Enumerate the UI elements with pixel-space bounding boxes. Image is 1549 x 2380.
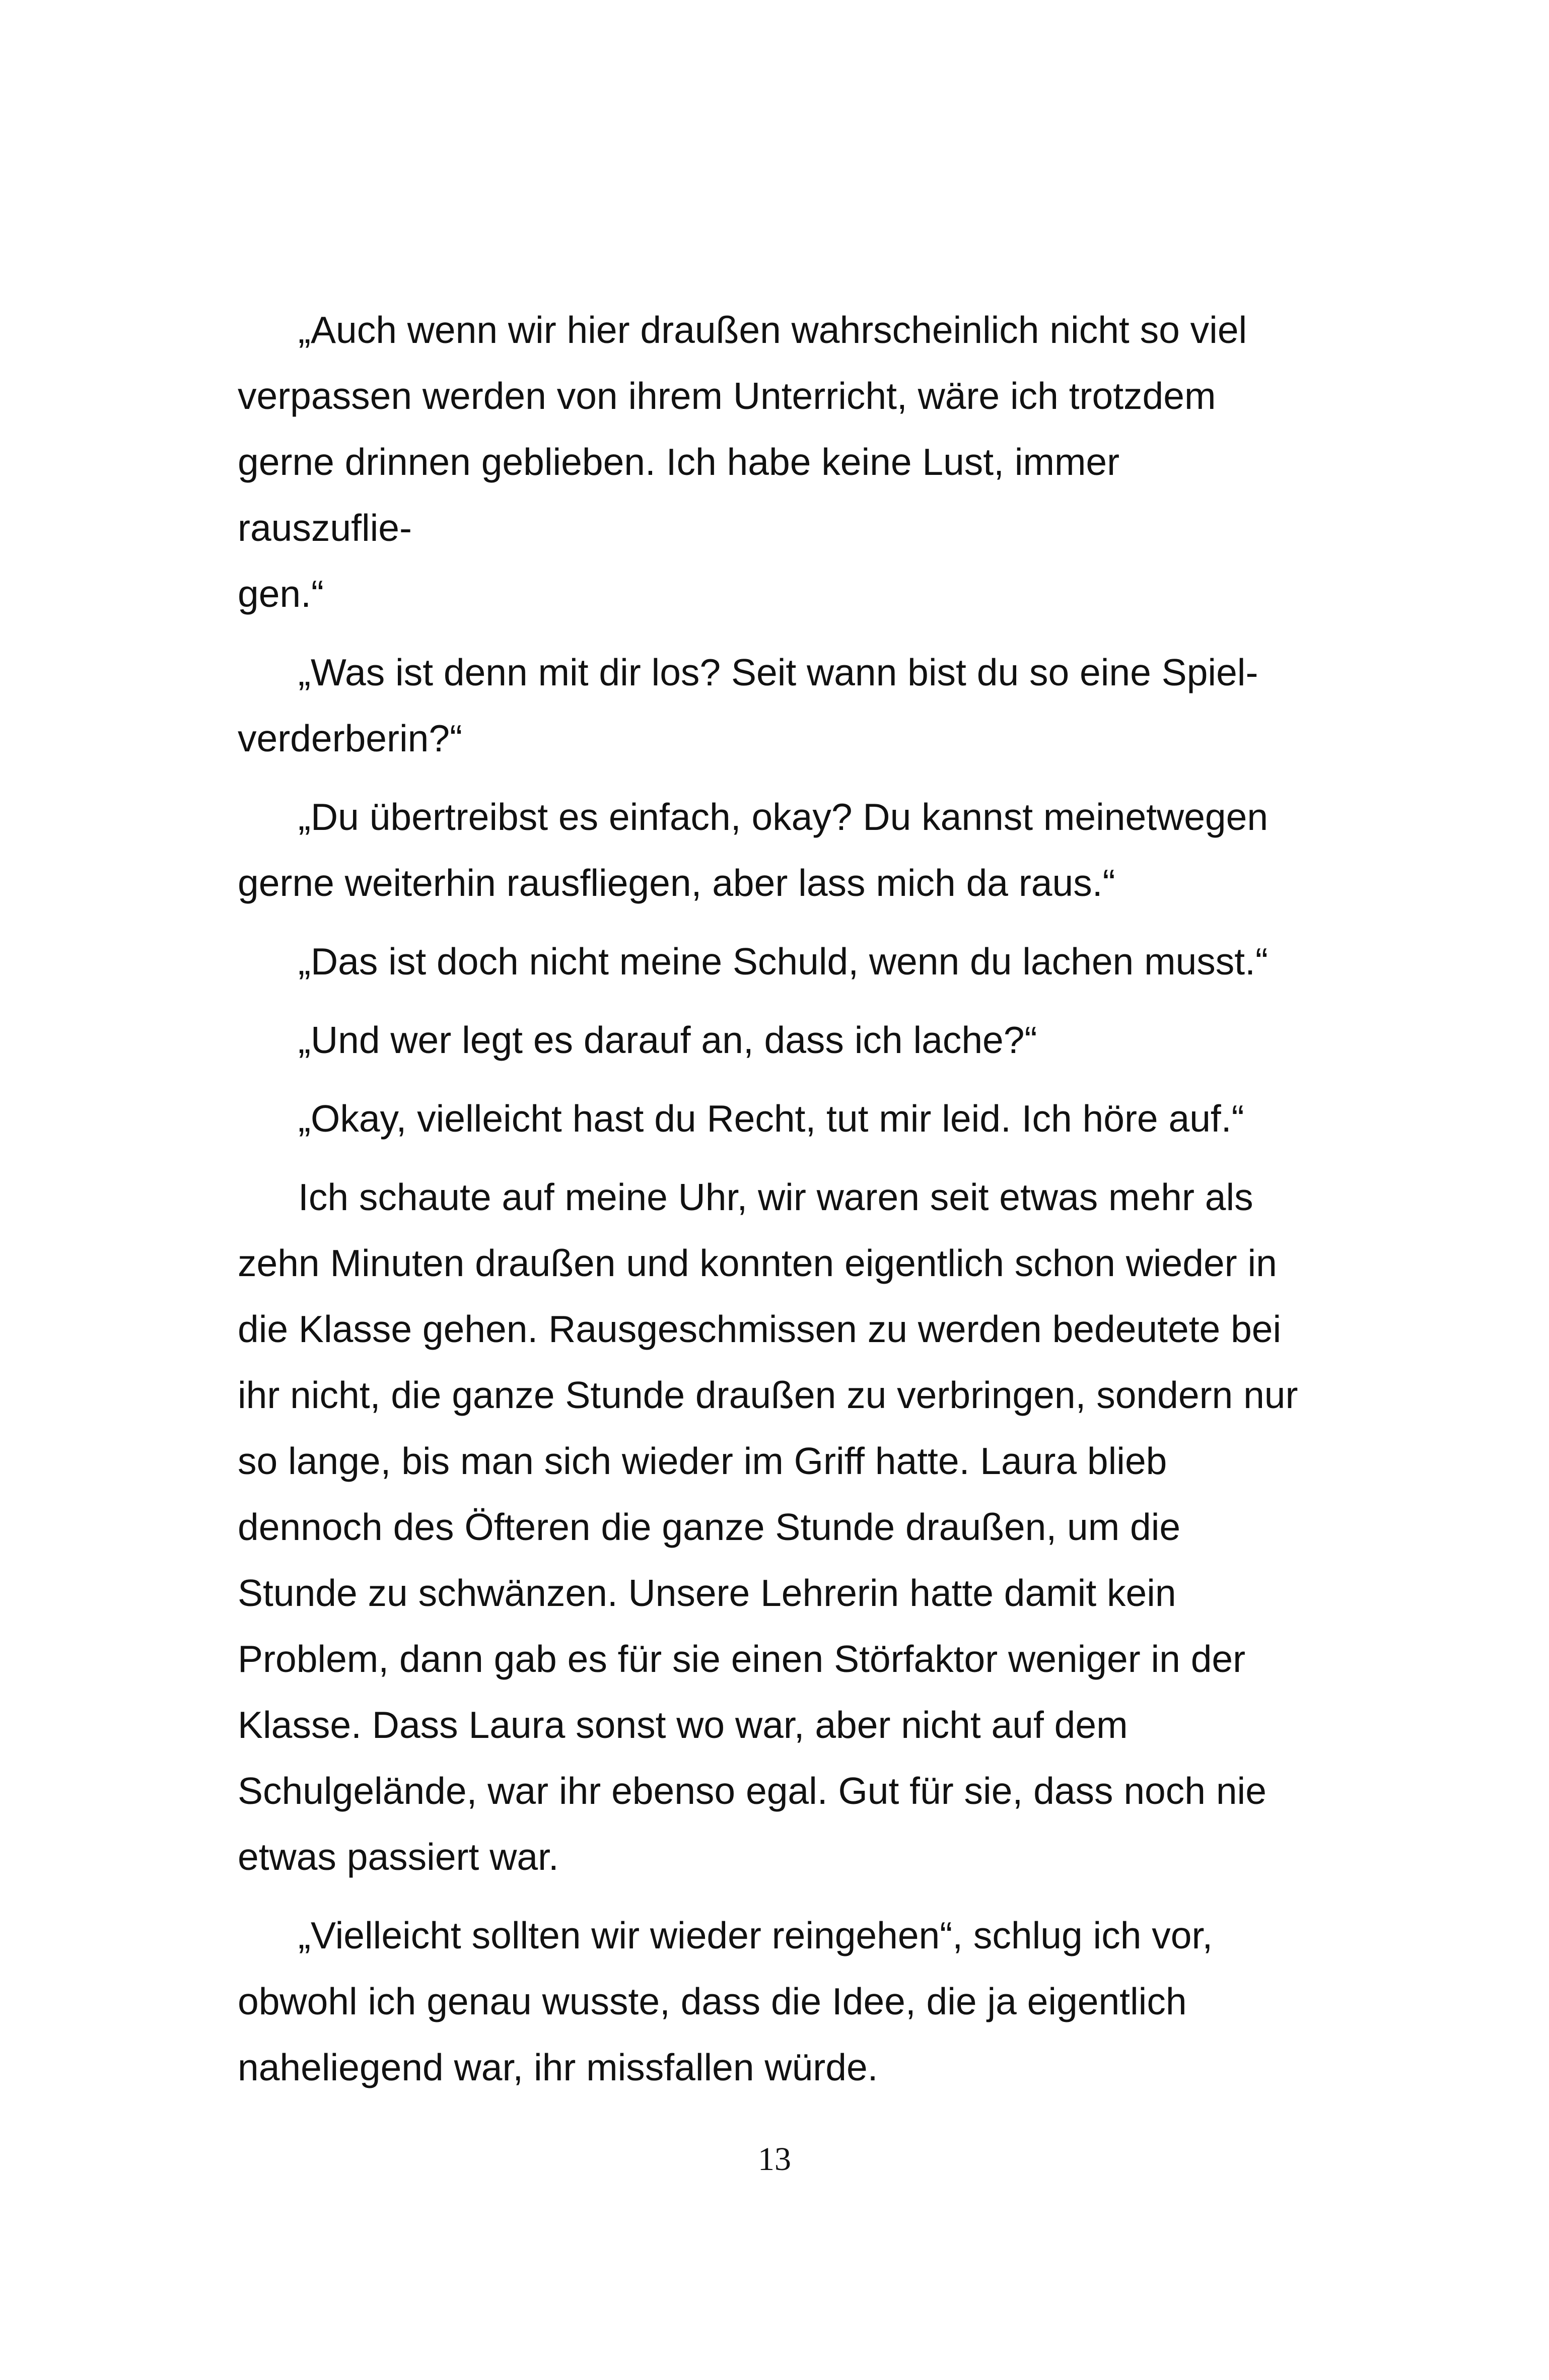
paragraph: „Okay, vielleicht hast du Recht, tut mir leid. Ich höre auf.“ <box>298 1097 1244 1140</box>
page-number: 13 <box>758 2141 791 2178</box>
paragraph: „Vielleicht sollten wir wieder reingehen“, schlug ich vor, obwohl ich genau wusste, dass die Idee, die ja eigentlich naheliegend war, ihr missfallen würde. <box>238 1914 1213 2088</box>
paragraph: „Was ist denn mit dir los? Seit wann bist du so eine Spiel- verderberin?“ <box>238 651 1258 759</box>
paragraph: „Und wer legt es darauf an, dass ich lache?“ <box>298 1019 1037 1061</box>
paragraph: Ich schaute auf meine Uhr, wir waren seit etwas mehr als zehn Minuten draußen und konnten eigentlich schon wieder in die Klasse gehen. Rausgeschmissen zu werden bedeutete bei ihr nicht, die ganze Stunde draußen zu verbringen, sondern nur so lange, bis man sich wieder im Griff hatte. Laura blieb dennoch des Öfteren die ganze Stunde draußen, um die Stunde zu schwänzen. Unsere Lehrerin hatte damit kein Problem, dann gab es für sie einen Störfaktor weniger in der Klasse. Dass Laura sonst wo war, aber nicht auf dem Schulgelände, war ihr ebenso egal. Gut für sie, dass noch nie etwas passiert war. <box>238 1176 1298 1878</box>
paragraph: „Das ist doch nicht meine Schuld, wenn du lachen musst.“ <box>298 940 1268 983</box>
paragraph: „Auch wenn wir hier draußen wahrscheinlich nicht so viel verpassen werden von ihrem Unterricht, wäre ich trotzdem gerne drinnen geblieben. Ich habe keine Lust, immer rauszuflie- gen.“ <box>238 309 1247 615</box>
body-text <box>238 297 1300 2101</box>
paragraph: „Du übertreibst es einfach, okay? Du kannst meinetwegen gerne weiterhin rausfliegen, aber lass mich da raus.“ <box>238 796 1269 904</box>
